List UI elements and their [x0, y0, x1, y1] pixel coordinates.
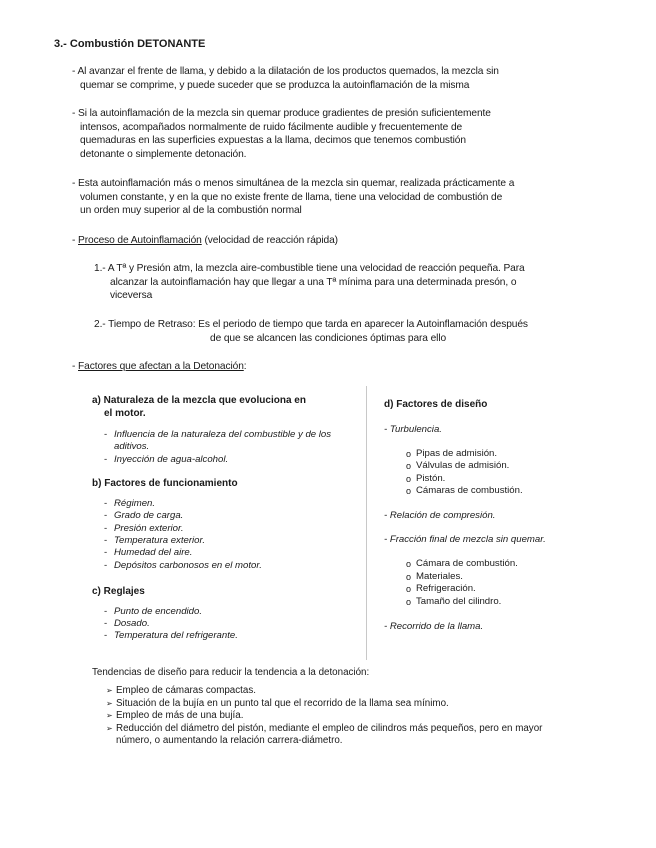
factor-b-list	[92, 498, 354, 572]
paragraph-line: intensos, acompañados normalmente de ruido fácilmente audible y frecuentemente de	[80, 121, 463, 133]
fraccion-list	[406, 558, 624, 608]
list-item	[92, 698, 612, 710]
proceso-item-1	[94, 262, 614, 303]
paragraph-line: - Al avanzar el frente de llama, y debido a la dilatación de los productos quemados, la mezcla sin	[72, 66, 499, 77]
list-item: o Tamaño del cilindro.	[406, 596, 624, 608]
factor-a-title-line: a) Naturaleza de la mezcla que evoluciona en	[92, 395, 306, 406]
proceso-item-line: de que se alcancen las condiciones óptimas para ello	[210, 332, 447, 344]
section-heading: 3.- Combustión DETONANTE	[54, 38, 206, 50]
factores-right-column	[384, 399, 624, 633]
list-item: - Influencia de la naturaleza del combustible y de los aditivos.	[92, 429, 344, 454]
tendencias-section	[92, 667, 612, 747]
factor-a-list	[92, 429, 354, 466]
factor-turbulencia: - Turbulencia.	[384, 423, 442, 435]
list-item-text: número, o aumentando la relación carrera-diámetro.	[116, 735, 343, 747]
factor-fraccion-final: - Fracción final de mezcla sin quemar.	[384, 533, 546, 545]
list-item: - Presión exterior.	[92, 523, 354, 535]
factores-colon: :	[243, 361, 247, 372]
list-item: o Cámara de combustión.	[406, 558, 624, 570]
proceso-item-line: alcanzar la autoinflamación hay que llegar a una Tª mínima para una determinada presón, o	[110, 276, 517, 288]
list-item: o Pipas de admisión.	[406, 448, 624, 460]
paragraph-simultanea	[72, 177, 617, 218]
factores-left-column	[92, 395, 354, 643]
list-item: - Grado de carga.	[92, 510, 354, 522]
factor-a-title-line: el motor.	[104, 407, 146, 419]
factores-dash: -	[72, 361, 79, 372]
turbulencia-list	[406, 448, 624, 498]
proceso-title: Proceso de Autoinflamación	[78, 235, 202, 246]
list-item-text: Reducción del diámetro del pistón, mediante el empleo de cilindros más pequeños, pero en mayor	[116, 722, 543, 734]
factor-c-title: c) Reglajes	[92, 586, 145, 598]
list-item	[92, 723, 612, 748]
paragraph-avance-frente	[72, 65, 617, 92]
column-divider	[366, 386, 367, 660]
list-item: o Refrigeración.	[406, 583, 624, 595]
list-item: - Depósitos carbonosos en el motor.	[92, 560, 354, 572]
proceso-item-line: 1.- A Tª y Presión atm, la mezcla aire-combustible tiene una velocidad de reacción pequeña. Para	[94, 263, 525, 274]
tendencias-list	[92, 685, 612, 747]
factores-heading	[72, 360, 617, 374]
factor-a-title	[92, 395, 354, 420]
list-item: - Temperatura exterior.	[92, 535, 354, 547]
proceso-heading	[72, 234, 617, 248]
proceso-item-line: 2.- Tiempo de Retraso: Es el periodo de tiempo que tarda en aparecer la Autoinflamación después	[94, 319, 528, 330]
paragraph-line: - Si la autoinflamación de la mezcla sin quemar produce gradientes de presión suficientemente	[72, 108, 491, 119]
list-item: o Materiales.	[406, 571, 624, 583]
list-item: - Inyección de agua-alcohol.	[92, 454, 354, 466]
list-item-text: Situación de la bujía en un punto tal que el recorrido de la llama sea mínimo.	[116, 697, 449, 709]
factor-recorrido-llama: - Recorrido de la llama.	[384, 620, 484, 632]
paragraph-line: - Esta autoinflamación más o menos simultánea de la mezcla sin quemar, realizada prácticamente a	[72, 178, 515, 189]
proceso-item-line: viceversa	[110, 290, 153, 302]
list-item-text: Empleo de cámaras compactas.	[116, 685, 256, 697]
list-item	[92, 685, 612, 697]
paragraph-line: un orden muy superior al de la combustión normal	[80, 205, 302, 217]
paragraph-line: quemaduras en las superficies expuestas a la llama, decimos que tenemos combustión	[80, 135, 466, 147]
factor-relacion-compresion: - Relación de compresión.	[384, 509, 496, 521]
tendencias-title: Tendencias de diseño para reducir la tendencia a la detonación:	[92, 667, 370, 678]
factor-c-list	[92, 606, 354, 643]
proceso-dash: -	[72, 235, 79, 246]
list-item: - Humedad del aire.	[92, 547, 354, 559]
factores-title: Factores que afectan a la Detonación	[78, 361, 244, 372]
factor-b-title: b) Factores de funcionamiento	[92, 478, 238, 490]
paragraph-line: quemar se comprime, y puede suceder que se produzca la autoinflamación de la misma	[80, 79, 470, 91]
list-item: o Pistón.	[406, 473, 624, 485]
list-item: - Régimen.	[92, 498, 354, 510]
list-item: o Válvulas de admisión.	[406, 460, 624, 472]
paragraph-line: detonante o simplemente detonación.	[80, 148, 247, 160]
list-item: - Temperatura del refrigerante.	[92, 630, 354, 642]
list-item-text: Empleo de más de una bujía.	[116, 710, 244, 722]
factor-d-title: d) Factores de diseño	[384, 399, 488, 410]
paragraph-autoinflamacion	[72, 107, 617, 161]
proceso-subtitle: (velocidad de reacción rápida)	[201, 235, 338, 246]
list-item: - Dosado.	[92, 618, 354, 630]
paragraph-line: volumen constante, y en la que no existe frente de llama, tiene una velocidad de combustión de	[80, 191, 503, 203]
proceso-item-2	[94, 318, 614, 345]
list-item: - Punto de encendido.	[92, 606, 354, 618]
list-item	[92, 710, 612, 722]
list-item: o Cámaras de combustión.	[406, 485, 624, 497]
